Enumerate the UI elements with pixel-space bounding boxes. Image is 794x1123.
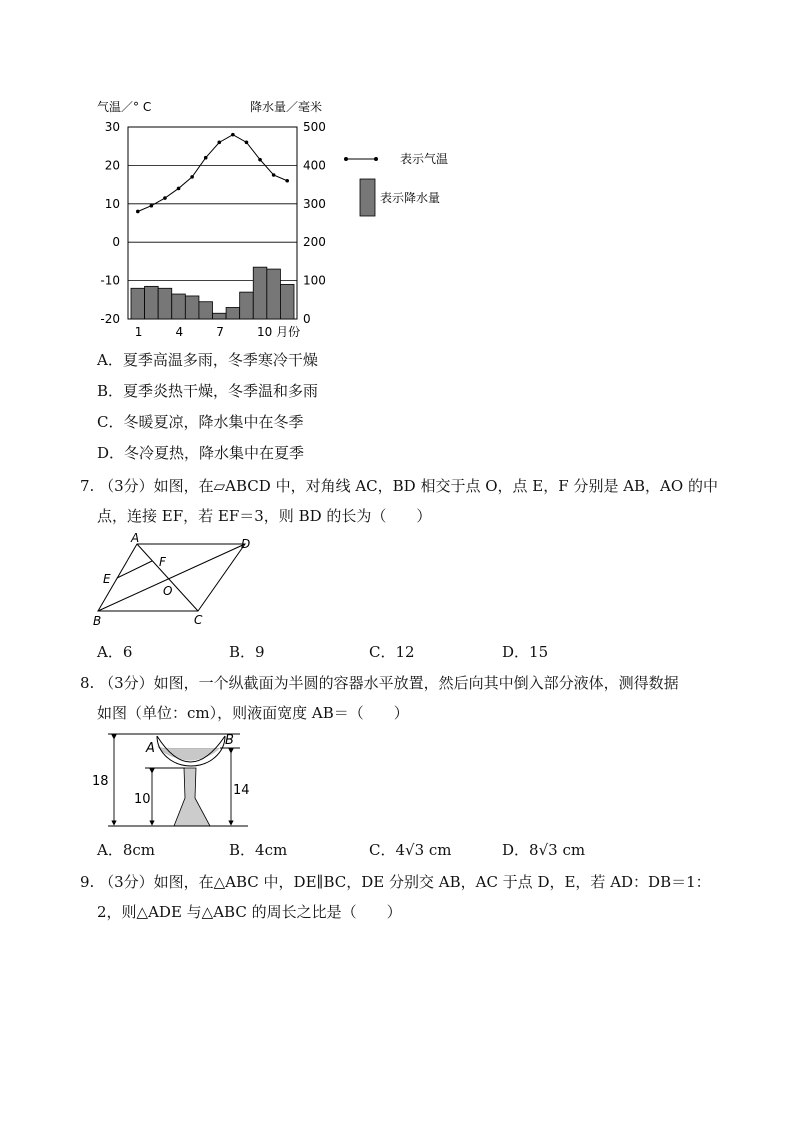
q7-label-b: B xyxy=(93,614,102,628)
q8-label-b: B xyxy=(225,733,234,748)
q8-label-10: 10 xyxy=(134,792,151,807)
q6-option-c[interactable]: C．冬暖夏凉，降水集中在冬季 xyxy=(97,413,304,431)
q8-option-a[interactable]: A．8cm xyxy=(97,841,156,859)
q7-label-e: E xyxy=(103,572,111,586)
precipitation-bar xyxy=(199,302,213,319)
precipitation-bar xyxy=(280,284,294,319)
q9-line1 xyxy=(80,872,711,892)
q7-option-b[interactable]: B．9 xyxy=(229,643,265,661)
left-axis-label: 气温／° C xyxy=(97,100,152,114)
q9-stem-1: 如图，在△ABC 中，DE∥BC，DE 分别交 AB，AC 于点 D，E，若 AD：DB＝1： xyxy=(153,873,711,891)
left-tick-label: 30 xyxy=(104,120,120,134)
temperature-point xyxy=(245,141,249,145)
left-tick-label: 20 xyxy=(104,158,120,173)
q8-option-d[interactable]: D．8√3 cm xyxy=(502,841,586,859)
q7-parallelogram-figure xyxy=(90,532,260,632)
q7-label-o: O xyxy=(163,584,173,598)
temperature-point xyxy=(150,204,154,208)
q7-line2: 点，连接 EF，若 EF＝3，则 BD 的长为（ ） xyxy=(97,507,432,525)
q6-option-b[interactable]: B．夏季炎热干燥，冬季温和多雨 xyxy=(97,382,319,400)
temperature-point xyxy=(136,210,140,214)
temperature-point xyxy=(272,173,276,177)
q7-number: 7. xyxy=(80,477,95,495)
q6-option-d[interactable]: D．冬冷夏热，降水集中在夏季 xyxy=(97,444,305,462)
precipitation-bar xyxy=(185,296,199,319)
temperature-point xyxy=(190,175,194,179)
right-tick-label: 200 xyxy=(303,235,326,250)
temperature-point xyxy=(217,141,221,145)
q9-number: 9. xyxy=(80,873,95,891)
left-tick-label: 0 xyxy=(112,235,120,250)
x-tick-label: 4 xyxy=(175,325,184,339)
precipitation-bar xyxy=(145,286,159,319)
climate-chart xyxy=(90,92,470,340)
left-tick-label: 10 xyxy=(104,196,120,211)
q9-line2: 2，则△ADE 与△ABC 的周长之比是（ ） xyxy=(97,903,402,921)
right-axis-label: 降水量／毫米 xyxy=(250,100,323,114)
q7-line1 xyxy=(80,476,718,496)
precipitation-bar xyxy=(213,313,227,319)
temperature-line xyxy=(136,133,289,213)
x-tick-label: 7 xyxy=(216,325,224,339)
left-tick-label: -10 xyxy=(100,273,120,288)
q8-label-a: A xyxy=(146,741,155,756)
x-tick-label: 10 月份 xyxy=(257,325,301,339)
q7-option-d[interactable]: D．15 xyxy=(502,643,549,661)
q8-line2: 如图（单位：cm），则液面宽度 AB＝（ ） xyxy=(97,704,409,722)
legend-precipitation: 表示降水量 xyxy=(380,191,441,205)
temperature-point xyxy=(177,187,181,191)
temperature-point xyxy=(285,179,289,183)
right-tick-label: 500 xyxy=(303,120,326,134)
chart-legend xyxy=(344,151,448,216)
right-tick-label: 400 xyxy=(303,158,326,173)
temperature-point xyxy=(231,133,235,137)
q7-stem-1: 如图，在▱ABCD 中，对角线 AC，BD 相交于点 O，点 E，F 分别是 AB，AO 的中 xyxy=(153,477,718,495)
q7-label-a: A xyxy=(131,531,140,545)
q7-label-f: F xyxy=(159,555,166,569)
q8-label-14: 14 xyxy=(233,783,250,798)
right-tick-label: 300 xyxy=(303,196,326,211)
precipitation-bar xyxy=(240,292,254,319)
q8-stem-1: 如图，一个纵截面为半圆的容器水平放置，然后向其中倒入部分液体，测得数据 xyxy=(153,674,679,692)
precipitation-bar xyxy=(267,269,281,319)
q7-label-d: D xyxy=(241,537,251,551)
precipitation-bar xyxy=(158,288,172,319)
temperature-point xyxy=(163,196,167,200)
right-tick-label: 100 xyxy=(303,273,326,288)
precipitation-bar xyxy=(253,267,267,319)
q9-score: （3分） xyxy=(99,873,154,891)
temperature-polyline xyxy=(138,135,287,212)
q8-line1 xyxy=(80,673,679,693)
left-tick-label: -20 xyxy=(100,312,120,326)
q7-option-c[interactable]: C．12 xyxy=(369,643,415,661)
q8-label-18: 18 xyxy=(92,774,109,789)
right-tick-label: 0 xyxy=(303,312,311,326)
q8-score: （3分） xyxy=(99,674,154,692)
x-tick-label: 1 xyxy=(134,325,143,339)
q7-option-a[interactable]: A．6 xyxy=(97,643,133,661)
precipitation-bar xyxy=(226,307,240,319)
q8-number: 8. xyxy=(80,674,95,692)
legend-temperature: 表示气温 xyxy=(400,152,449,166)
q7-label-c: C xyxy=(194,613,203,627)
q8-option-b[interactable]: B．4cm xyxy=(229,841,288,859)
q7-score: （3分） xyxy=(99,477,154,495)
q8-container-figure xyxy=(92,728,260,833)
precipitation-bar xyxy=(131,288,145,319)
temperature-point xyxy=(258,158,262,162)
precipitation-bars xyxy=(131,267,294,319)
precipitation-bar xyxy=(172,294,186,319)
q6-option-a[interactable]: A．夏季高温多雨，冬季寒冷干燥 xyxy=(97,351,318,369)
temperature-point xyxy=(204,156,208,160)
q8-option-c[interactable]: C．4√3 cm xyxy=(369,841,452,859)
